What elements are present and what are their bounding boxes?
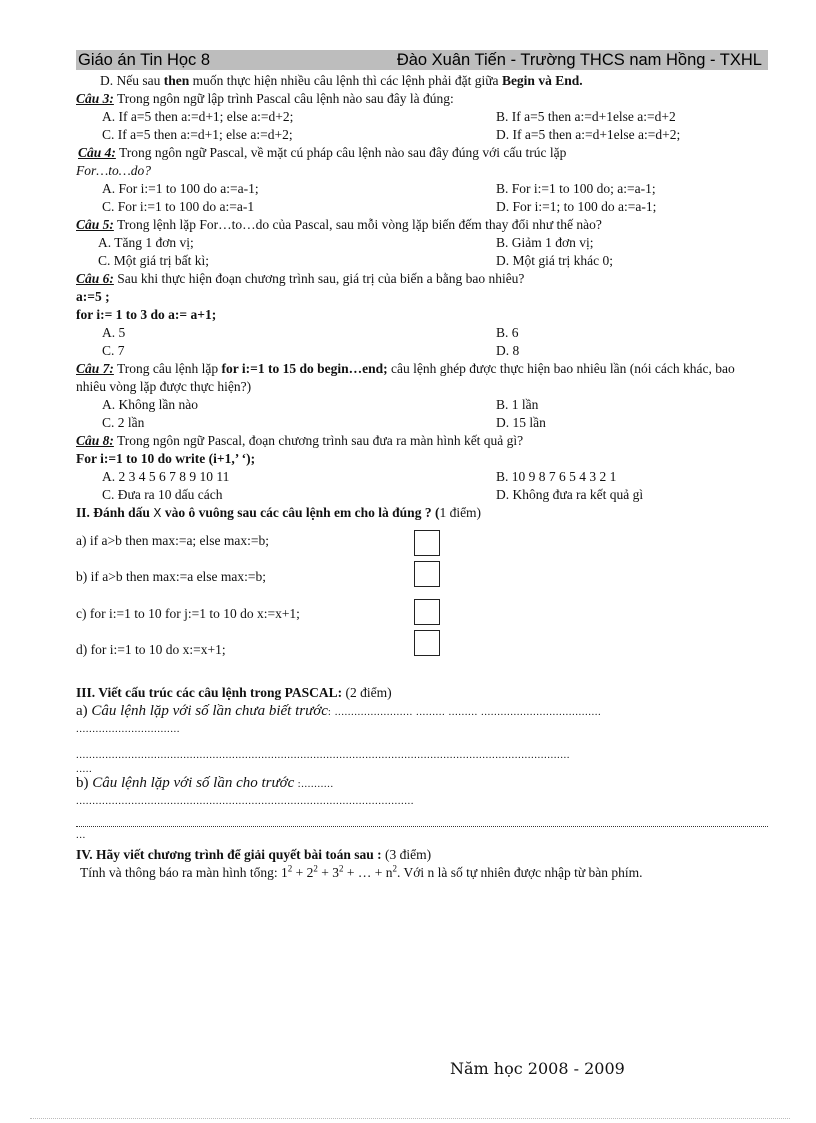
section-3-title: III. Viết cấu trúc các câu lệnh trong PASCAL: (2 điểm) (76, 685, 392, 700)
q4-option-b: B. For i:=1 to 100 do; a:=a-1; (496, 181, 656, 196)
question-6: Câu 6: Sau khi thực hiện đoạn chương trình sau, giá trị của biến a bằng bao nhiêu? (76, 271, 525, 286)
q3-option-c: C. If a=5 then a:=d+1; else a:=d+2; (102, 127, 293, 142)
header-right: Đào Xuân Tiến - Trường THCS nam Hồng - TXHL (396, 51, 762, 69)
statement-d: d) for i:=1 to 10 do x:=x+1; (76, 642, 226, 657)
question-5: Câu 5: Trong lệnh lặp For…to…do của Pascal, sau mỗi vòng lặp biến đếm thay đổi như thế nào? (76, 217, 602, 232)
checkbox-d[interactable] (414, 630, 440, 656)
q5-option-b: B. Giảm 1 đơn vị; (496, 235, 594, 250)
answer-line-3[interactable]: ..... (76, 763, 93, 775)
checkbox-list (76, 522, 768, 672)
q8-option-d: D. Không đưa ra kết quả gì (496, 487, 644, 502)
answer-line-1[interactable]: ................................ (76, 723, 180, 735)
page-header (76, 50, 768, 70)
q5-option-c: C. Một giá trị bất kì; (98, 253, 209, 268)
q3-options-row2 (76, 126, 768, 144)
q8-code: For i:=1 to 10 do write (i+1,’ ‘); (76, 451, 256, 466)
q6-options-row1 (76, 324, 768, 342)
q6-option-d: D. 8 (496, 343, 520, 358)
answer-line-5-wrap (76, 806, 768, 841)
intro-line: D. Nếu sau then muốn thực hiện nhiều câu lệnh thì các lệnh phải đặt giữa Begin và End. (100, 73, 583, 88)
page-bottom-rule (30, 1118, 790, 1119)
header-left: Giáo án Tin Học 8 (78, 51, 211, 69)
q4-option-c: C. For i:=1 to 100 do a:=a-1 (102, 199, 255, 214)
q8-option-b: B. 10 9 8 7 6 5 4 3 2 1 (496, 469, 617, 484)
q6-code-1: a:=5 ; (76, 289, 110, 304)
statement-a: a) if a>b then max:=a; else max:=b; (76, 533, 270, 548)
q7-options-row2 (76, 414, 768, 432)
q5-option-a: A. Tăng 1 đơn vị; (98, 235, 194, 250)
statement-c: c) for i:=1 to 10 for j:=1 to 10 do x:=x+1; (76, 606, 300, 621)
q4-options-row2 (76, 198, 768, 216)
question-8: Câu 8: Trong ngôn ngữ Pascal, đoạn chương trình sau đưa ra màn hình kết quả gì? (76, 433, 524, 448)
answer-rule (76, 826, 768, 827)
section-3-a: a) Câu lệnh lặp với số lần chưa biết trước: ........................ ......... ......... ..................................... (76, 703, 602, 719)
q8-option-a: A. 2 3 4 5 6 7 8 9 10 11 (102, 469, 230, 484)
q7-option-b: B. 1 lần (496, 397, 539, 412)
checkbox-b[interactable] (414, 561, 440, 587)
q5-option-d: D. Một giá trị khác 0; (496, 253, 613, 268)
section-4-task: Tính và thông báo ra màn hình tổng: $1^2 + 2^2 + 3^2$ + … + $n^2$. Với n là số tự nhiên được nhập từ bàn phím. (80, 863, 643, 880)
question-3: Câu 3: Trong ngôn ngữ lập trình Pascal câu lệnh nào sau đây là đúng: (76, 91, 454, 106)
answer-line-5[interactable]: ... (76, 829, 86, 841)
q6-option-c: C. 7 (102, 343, 125, 358)
q3-option-d: D. If a=5 then a:=d+1else a:=d+2; (496, 127, 681, 142)
section-3-b: b) Câu lệnh lặp với số lần cho trước :.......... (76, 775, 334, 791)
answer-line-4[interactable]: ........................................................................................................ (76, 795, 414, 807)
q6-code-2: for i:= 1 to 3 do a:= a+1; (76, 307, 217, 322)
q3-options-row1 (76, 108, 768, 126)
q3-option-a: A. If a=5 then a:=d+1; else a:=d+2; (102, 109, 294, 124)
q4-options-row1 (76, 180, 768, 198)
q5-options-row2 (76, 252, 768, 270)
q7-option-d: D. 15 lần (496, 415, 546, 430)
q5-options-row1 (76, 234, 768, 252)
checkbox-a[interactable] (414, 530, 440, 556)
q4-option-d: D. For i:=1; to 100 do a:=a-1; (496, 199, 657, 214)
question-4: Câu 4: Trong ngôn ngữ Pascal, về mặt cú pháp câu lệnh nào sau đây đúng với cấu trúc lặp (78, 145, 567, 160)
q6-option-a: A. 5 (102, 325, 126, 340)
statement-b: b) if a>b then max:=a else max:=b; (76, 569, 267, 584)
q8-options-row2 (76, 486, 768, 504)
q7-option-a: A. Không lần nào (102, 397, 198, 412)
q3-option-b: B. If a=5 then a:=d+1else a:=d+2 (496, 109, 676, 124)
checkbox-c[interactable] (414, 599, 440, 625)
q8-option-c: C. Đưa ra 10 dấu cách (102, 487, 223, 502)
school-year-footer: Năm học 2008 - 2009 (450, 1059, 625, 1078)
answer-line-2[interactable]: ........................................................................................................................................................ (76, 749, 570, 761)
q7-options-row1 (76, 396, 768, 414)
q7-option-c: C. 2 lần (102, 415, 145, 430)
content (76, 72, 768, 882)
q4-option-a: A. For i:=1 to 100 do a:=a-1; (102, 181, 259, 196)
q6-option-b: B. 6 (496, 325, 519, 340)
q6-options-row2 (76, 342, 768, 360)
section-4-title: IV. Hãy viết chương trình để giải quyết bài toán sau : (3 điểm) (76, 847, 432, 862)
section-2-title: II. Đánh dấu X vào ô vuông sau các câu lệnh em cho là đúng ? (1 điểm) (76, 505, 482, 520)
q8-options-row1 (76, 468, 768, 486)
question-7: Câu 7: Trong câu lệnh lặp for i:=1 to 15 do begin…end; câu lệnh ghép được thực hiện bao nhiêu lần (nói cách khác, bao nhiêu vòng lặp được thực hiện?) (76, 361, 735, 394)
question-4-cont: For…to…do? (76, 163, 152, 178)
